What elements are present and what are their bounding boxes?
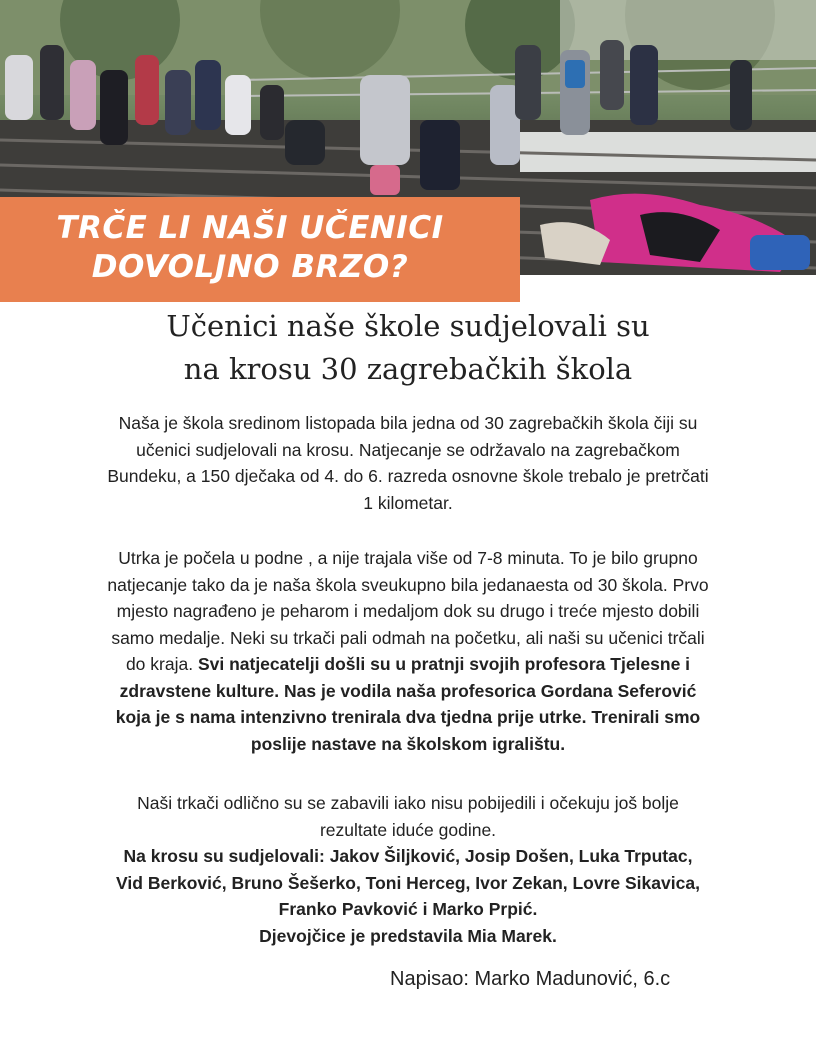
article-subtitle-line-1: Učenici naše škole sudjelovali su <box>166 309 650 343</box>
text-line: 1 kilometar. <box>363 492 453 513</box>
text-line: Naša je škola sredinom listopada bila jedna od 30 zagrebačkih škola čiji su <box>118 413 698 433</box>
text-line-bold: zdravstene kulture. Nas je vodila naša profesorica Gordana Seferović <box>119 680 697 701</box>
participants-line: Na krosu su sudjelovali: Jakov Šiljković, Josip Došen, Luka Trputac, <box>123 846 693 866</box>
paragraph-participants <box>60 790 756 949</box>
text-line: Naši trkači odlično su se zabavili iako nisu pobijedili i očekuju još bolje <box>137 793 679 813</box>
text-line: natjecanje tako da je naša škola sveukupno bila jedanaesta od 30 škola. Prvo <box>107 574 709 595</box>
paragraph-intro <box>60 410 756 516</box>
text-line: učenici sudjelovali na krosu. Natjecanje se održavalo na zagrebačkom <box>136 439 680 460</box>
article-subtitle-line-2: na krosu 30 zagrebačkih škola <box>183 352 633 386</box>
text-line-mixed <box>60 651 756 678</box>
text-line-bold: koja je s nama intenzivno trenirala dva tjedna prije utrke. Trenirali smo <box>115 707 701 727</box>
participants-line: Vid Berković, Bruno Šešerko, Toni Herceg, Ivor Zekan, Lovre Sikavica, <box>116 872 700 893</box>
banner-title-line-1: TRČE LI NAŠI UČENICI <box>56 210 444 246</box>
participants-line: Djevojčice je predstavila Mia Marek. <box>259 925 557 946</box>
text-bold: Svi natjecatelji došli su u pratnji svojih profesora Tjelesne i <box>197 654 691 674</box>
text-line-bold: poslije nastave na školskom igralištu. <box>250 733 566 754</box>
text-line: samo medalje. Neki su trkači pali odmah na početku, ali naši su učenici trčali <box>111 627 705 648</box>
participants-line: Franko Pavković i Marko Prpić. <box>278 899 538 919</box>
text-regular: do kraja. <box>125 654 198 674</box>
paragraph-race <box>60 545 756 757</box>
text-line: Bundeku, a 150 dječaka od 4. do 6. razreda osnovne škole trebalo je pretrčati <box>107 466 709 486</box>
text-line: rezultate iduće godine. <box>319 819 497 840</box>
text-line: mjesto nagrađeno je peharom i medaljom dok su drugo i treće mjesto dobili <box>116 601 700 621</box>
banner-title-line-2: DOVOLJNO BRZO? <box>91 249 409 285</box>
author-signature: Napisao: Marko Madunović, 6.c <box>390 968 671 990</box>
headline-banner <box>0 197 520 302</box>
text-line: Utrka je počela u podne , a nije trajala više od 7-8 minuta. To je bilo grupno <box>118 548 698 568</box>
